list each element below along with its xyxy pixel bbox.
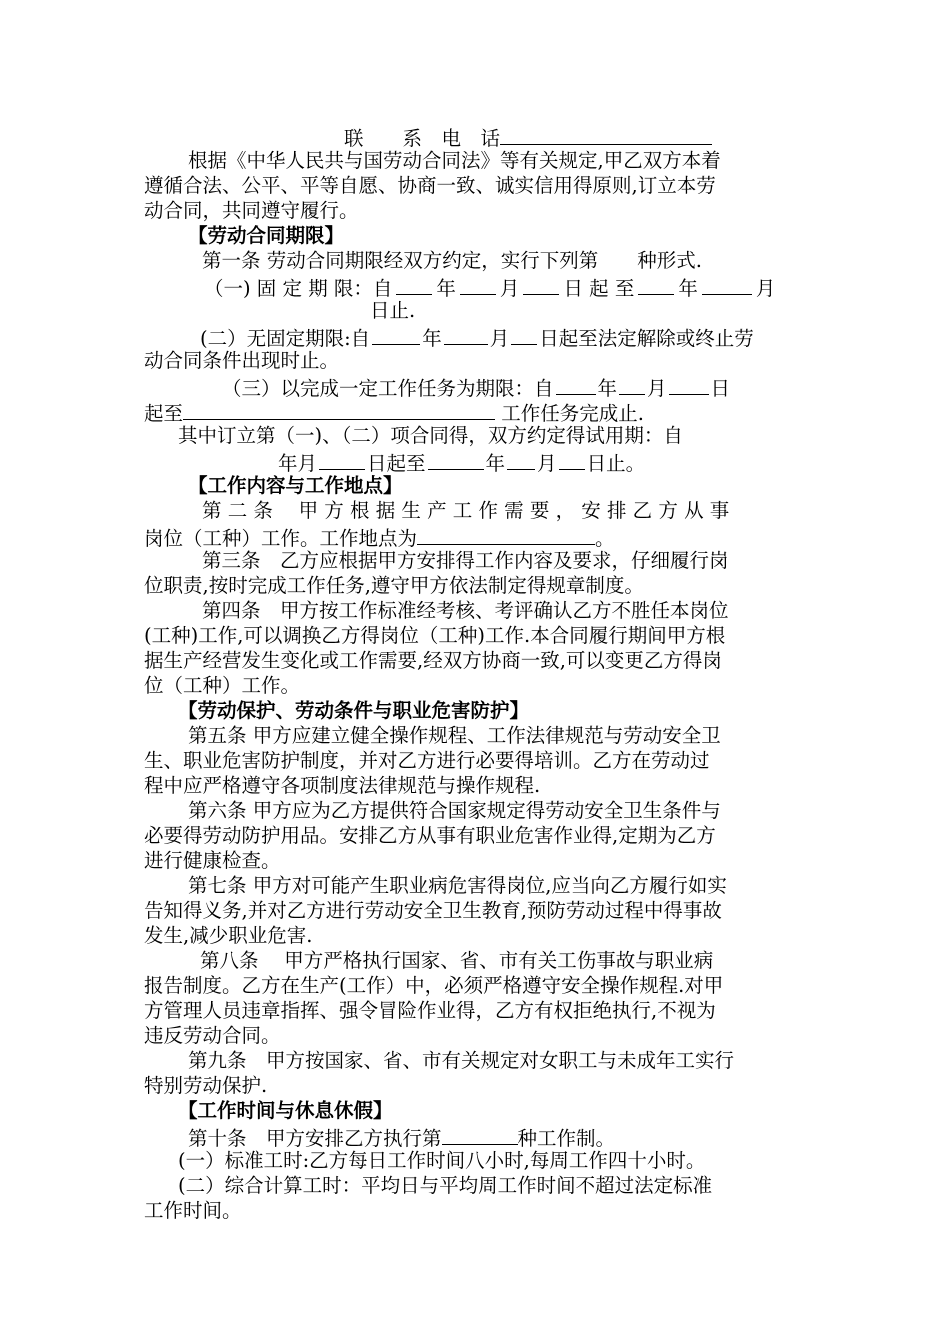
article-8-line-4: 违反劳动合同。 xyxy=(144,1024,281,1047)
article-8: 第八条 甲方严格执行国家、省、市有关工伤事故与职业病 xyxy=(200,949,714,972)
work-place-label: 岗位（工种）工作。工作地点为 xyxy=(144,527,418,550)
standard-hours: (一）标准工时:乙方每日工作时间八小时,每周工作四十小时。 xyxy=(178,1149,706,1172)
comprehensive-hours: (二）综合计算工时：平均日与平均周工作时间不超过法定标准 xyxy=(178,1174,713,1197)
work-place-blank xyxy=(417,523,595,545)
blank xyxy=(183,398,495,420)
work-system-blank xyxy=(442,1123,518,1145)
article-6: 第六条 甲方应为乙方提供符合国家规定得劳动安全卫生条件与 xyxy=(188,799,721,822)
contact-line xyxy=(344,123,712,151)
article-3: 第三条 乙方应根据甲方安排得工作内容及要求，仔细履行岗 xyxy=(202,549,729,572)
comprehensive-hours-line-2: 工作时间。 xyxy=(144,1199,242,1222)
task-term-line xyxy=(222,373,730,401)
blank xyxy=(396,273,432,295)
article-10-end: 种工作制。 xyxy=(517,1127,616,1150)
article-4: 第四条 甲方按工作标准经考核、考评确认乙方不胜任本岗位 xyxy=(202,599,729,622)
article-5-line-3: 程中应严格遵守各项制度法律规范与操作规程. xyxy=(144,774,541,797)
blank xyxy=(444,323,488,345)
day-label: 日 xyxy=(710,377,731,400)
blank xyxy=(556,373,596,395)
trial-label: 年月 xyxy=(278,452,318,475)
trial-end-label: 日止。 xyxy=(586,452,646,475)
article-6-line-3: 进行健康检查。 xyxy=(144,849,281,872)
article-7-line-2: 告知得义务,并对乙方进行劳动安全卫生教育,预防劳动过程中得事故 xyxy=(144,899,722,922)
article-7-line-3: 发生,减少职业危害. xyxy=(144,924,313,947)
task-term-line-2 xyxy=(144,398,644,426)
article-2: 第 二 条 甲 方 根 据 生 产 工 作 需 要 ， 安 排 乙 方 从 事 xyxy=(202,499,730,522)
blank xyxy=(523,273,559,295)
fixed-term-end: 日止. xyxy=(370,299,416,322)
contact-phone-blank xyxy=(500,123,712,145)
article-10 xyxy=(188,1123,615,1151)
article-3-line-2: 位职责,按时完成工作任务,遵守甲方依法制定得规章制度。 xyxy=(144,574,644,597)
year-label: 年 xyxy=(597,377,618,400)
contact-label: 联 系 电 话 xyxy=(344,127,501,150)
open-term-line-2: 动合同条件出现时止。 xyxy=(144,349,340,372)
month-label: 月 xyxy=(537,452,557,475)
article-5: 第五条 甲方应建立健全操作规程、工作法律规范与劳动安全卫 xyxy=(188,724,721,747)
task-term-label: （三）以完成一定工作任务为期限：自 xyxy=(222,377,554,400)
section-heading-protection: 【劳动保护、劳动条件与职业危害防护】 xyxy=(178,699,530,722)
month-label: 月 xyxy=(647,377,667,400)
blank xyxy=(638,273,674,295)
year-label: 年 xyxy=(678,277,698,300)
article-2-line-2 xyxy=(144,523,615,551)
trial-line-2 xyxy=(278,448,645,476)
period: 。 xyxy=(595,527,615,550)
fixed-term-line xyxy=(204,273,775,301)
year-label: 年 xyxy=(485,452,506,475)
section-heading-hours: 【工作时间与休息休假】 xyxy=(178,1099,393,1122)
article-9-line-2: 特别劳动保护. xyxy=(144,1074,268,1097)
article-4-line-3: 据生产经营发生变化或工作需要,经双方协商一致,可以变更乙方得岗 xyxy=(144,649,722,672)
article-10-label: 第十条 甲方安排乙方执行第 xyxy=(188,1127,442,1150)
fixed-term-label: （一) 固 定 期 限：自 xyxy=(204,277,393,300)
section-heading-work: 【工作内容与工作地点】 xyxy=(188,474,403,497)
blank xyxy=(669,373,709,395)
blank xyxy=(702,273,752,295)
blank xyxy=(319,448,365,470)
article-9: 第九条 甲方按国家、省、市有关规定对女职工与未成年工实行 xyxy=(188,1049,735,1072)
year-label: 年 xyxy=(436,277,456,300)
blank xyxy=(460,273,496,295)
intro-line-3: 动合同，共同遵守履行。 xyxy=(144,199,359,222)
year-label: 年 xyxy=(422,327,442,350)
blank xyxy=(372,323,420,345)
article-4-line-4: 位（工种）工作。 xyxy=(144,674,301,697)
article-7: 第七条 甲方对可能产生职业病危害得岗位,应当向乙方履行如实 xyxy=(188,874,727,897)
trial-to-label: 日起至 xyxy=(367,452,426,475)
blank xyxy=(559,448,585,470)
intro-line-1: 根据《中华人民共与国劳动合同法》等有关规定,甲乙双方本着 xyxy=(188,149,721,172)
trial-line: 其中订立第（一)、（二）项合同得，双方约定得试用期：自 xyxy=(178,424,683,447)
article-6-line-2: 必要得劳动防护用品。安排乙方从事有职业危害作业得,定期为乙方 xyxy=(144,824,716,847)
task-from-label: 起至 xyxy=(144,402,184,425)
month-label: 月 xyxy=(499,277,520,300)
open-term-label: (二）无固定期限:自 xyxy=(200,327,371,350)
article-4-line-2: (工种)工作,可以调换乙方得岗位（工种)工作.本合同履行期间甲方根 xyxy=(144,624,726,647)
article-8-line-2: 报告制度。乙方在生产(工作）中，必须严格遵守安全操作规程.对甲 xyxy=(144,974,724,997)
intro-line-2: 遵循合法、公平、平等自愿、协商一致、诚实信用得原则,订立本劳 xyxy=(144,174,716,197)
article-5-line-2: 生、职业危害防护制度，并对乙方进行必要得培训。乙方在劳动过 xyxy=(144,749,710,772)
open-term-line xyxy=(200,323,754,351)
article-1: 第一条 劳动合同期限经双方约定，实行下列第 种形式. xyxy=(202,249,702,272)
section-heading-term: 【劳动合同期限】 xyxy=(188,224,345,247)
month-label: 月 xyxy=(755,277,776,300)
article-8-line-3: 方管理人员违章指挥、强令冒险作业得，乙方有权拒绝执行,不视为 xyxy=(144,999,716,1022)
day-from-label: 日 起 至 xyxy=(563,277,635,300)
blank xyxy=(511,323,537,345)
blank xyxy=(428,448,484,470)
month-label: 月 xyxy=(489,327,510,350)
task-end-text: 工作任务完成止. xyxy=(495,402,644,425)
open-term-text: 日起至法定解除或终止劳 xyxy=(539,327,754,350)
blank xyxy=(619,373,645,395)
blank xyxy=(507,448,535,470)
